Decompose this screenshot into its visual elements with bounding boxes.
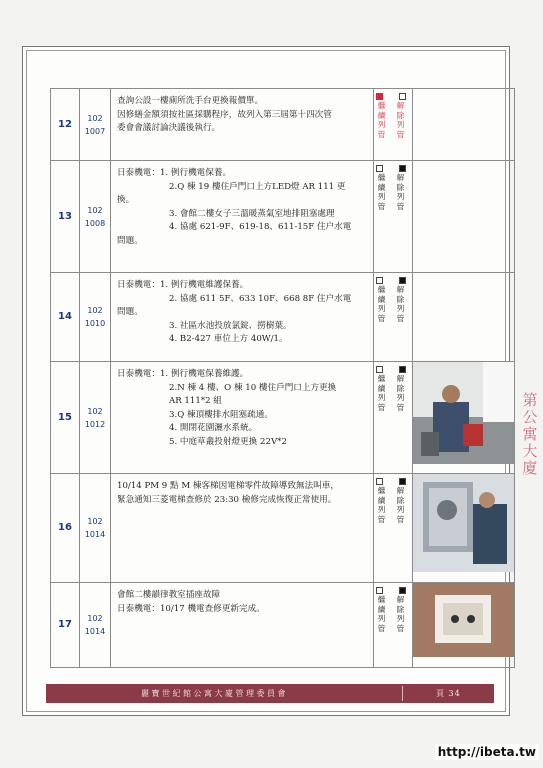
date-code-top: 102 <box>87 614 103 623</box>
item-number: 14 <box>51 273 80 362</box>
release-tracking-checkbox[interactable] <box>399 93 406 100</box>
page-footer <box>46 684 494 703</box>
item-content <box>111 362 374 474</box>
date-code-top: 102 <box>87 306 103 315</box>
release-tracking-checkbox[interactable] <box>399 587 406 594</box>
date-code-bottom: 1007 <box>84 126 106 136</box>
status-cell <box>374 161 413 273</box>
release-tracking-label: 解除列管 <box>396 285 405 323</box>
date-code-top: 102 <box>87 406 103 416</box>
item-date-code <box>80 89 111 161</box>
item-date-code <box>80 273 111 362</box>
item-number: 16 <box>51 474 80 583</box>
log-row <box>51 362 515 474</box>
photo-cell <box>413 362 515 474</box>
item-number: 13 <box>51 161 80 273</box>
release-tracking-label: 解除列管 <box>396 595 405 633</box>
content-line: 5. 中庭草叢投射燈更換 22V*2 <box>169 436 287 447</box>
worker-repair-photo <box>413 362 514 464</box>
elevator-repair-photo <box>413 474 514 572</box>
status-cell <box>374 474 413 583</box>
item-date-code <box>80 161 111 273</box>
continue-tracking-label: 繼續列管 <box>377 173 386 211</box>
continue-tracking-checkbox[interactable] <box>376 366 383 373</box>
item-content <box>111 161 374 273</box>
content-line: 3. 社區水池投放氯錠、撈樹葉。 <box>169 320 292 331</box>
photo-cell <box>413 89 515 161</box>
content-line: 日泰機電：1. 例行機電保養維護。 <box>117 369 249 379</box>
content-line: 日泰機電：1. 例行機電維護保養。 <box>117 280 249 290</box>
item-number: 15 <box>51 362 80 474</box>
log-row <box>51 161 515 273</box>
date-code-top: 102 <box>87 205 103 215</box>
photo-cell <box>413 583 515 668</box>
status-cell <box>374 273 413 362</box>
content-line: 10/14 PM 9 點 M 棟客梯因電梯零件故障導致無法叫車， <box>117 481 339 491</box>
content-line: 會館二樓韻律教室插座故障 <box>117 590 221 600</box>
release-tracking-label: 解除列管 <box>396 374 405 412</box>
date-code-top: 102 <box>87 517 103 526</box>
photo-cell <box>413 161 515 273</box>
photo-cell <box>413 273 515 362</box>
content-line: 2.Q 棟 19 樓住戶門口上方LED燈 AR 111 更 <box>169 181 346 192</box>
release-tracking-label: 解除列管 <box>396 101 405 139</box>
continue-tracking-label: 繼續列管 <box>377 374 386 412</box>
status-cell <box>374 89 413 161</box>
page-number: 頁 34 <box>436 689 461 698</box>
date-code-bottom: 1012 <box>84 419 106 429</box>
date-code-bottom: 1010 <box>84 319 106 328</box>
maintenance-log-table <box>50 88 515 668</box>
content-line: 4. 協處 621-9F、619-18、611-15F 住户水電 <box>169 222 352 232</box>
content-line: 3.Q 棟頂樓排水阻塞疏通。 <box>169 409 273 420</box>
date-code-top: 102 <box>87 113 103 123</box>
content-line: 查詢公設一樓廁所洗手台更換報價單。 <box>117 96 264 106</box>
content-line: 2.N 棟 4 樓、O 棟 10 樓住戶門口上方更換 <box>169 382 337 393</box>
continue-tracking-checkbox[interactable] <box>376 165 383 172</box>
item-content <box>111 474 374 583</box>
content-line: 日泰機電：10/17 機電查修更新完成。 <box>117 603 265 614</box>
content-line: 4. 開閉花園灑水系統。 <box>169 423 258 433</box>
continue-tracking-label: 繼續列管 <box>377 101 386 139</box>
release-tracking-label: 解除列管 <box>396 173 405 211</box>
date-code-bottom: 1008 <box>84 218 106 228</box>
release-tracking-checkbox[interactable] <box>399 165 406 172</box>
content-line: 4. B2-427 車位上方 40W/1。 <box>169 334 288 344</box>
footer-title: 麗寶世紀館公寓大廈管理委員會 <box>141 689 288 698</box>
content-line: 問題。 <box>117 235 143 246</box>
date-code-bottom: 1014 <box>84 627 106 636</box>
wall-socket-photo <box>413 583 514 657</box>
continue-tracking-checkbox[interactable] <box>376 587 383 594</box>
content-line: 因修繕金額須按社區採購程序，故列入第三屆第十四次管 <box>117 109 332 120</box>
continue-tracking-checkbox[interactable] <box>376 478 383 485</box>
continue-tracking-label: 繼續列管 <box>377 595 386 633</box>
footer-divider <box>402 686 403 701</box>
content-line: 3. 會館二樓女子三溫暖蒸氣室地排阻塞處理 <box>169 208 335 219</box>
log-row <box>51 273 515 362</box>
date-code-bottom: 1014 <box>84 530 106 539</box>
continue-tracking-checkbox[interactable] <box>376 277 383 284</box>
photo-cell <box>413 474 515 583</box>
content-line: 換。 <box>117 195 135 205</box>
item-date-code <box>80 474 111 583</box>
content-line: 日泰機電：1. 例行機電保養。 <box>117 168 232 178</box>
status-cell <box>374 362 413 474</box>
item-date-code <box>80 362 111 474</box>
item-date-code <box>80 583 111 668</box>
item-number: 12 <box>51 89 80 161</box>
release-tracking-label: 解除列管 <box>396 486 405 524</box>
content-line: AR 111*2 組 <box>169 396 222 406</box>
continue-tracking-label: 繼續列管 <box>377 285 386 323</box>
content-line: 委會會議討論決議後執行。 <box>117 123 221 133</box>
item-number: 17 <box>51 583 80 668</box>
item-content <box>111 273 374 362</box>
item-content <box>111 89 374 161</box>
release-tracking-checkbox[interactable] <box>399 478 406 485</box>
continue-tracking-label: 繼續列管 <box>377 486 386 524</box>
site-watermark: http://ibeta.tw <box>435 744 539 760</box>
continue-tracking-checkbox[interactable] <box>376 93 383 100</box>
status-cell <box>374 583 413 668</box>
content-line: 問題。 <box>117 307 143 317</box>
release-tracking-checkbox[interactable] <box>399 366 406 373</box>
item-content <box>111 583 374 668</box>
content-line: 2. 協處 611 5F、633 10F、668 8F 住户水電 <box>169 293 352 304</box>
log-row <box>51 583 515 668</box>
committee-seal: 第公寓大廈 <box>522 391 538 477</box>
release-tracking-checkbox[interactable] <box>399 277 406 284</box>
content-line: 緊急通知三菱電梯查修於 23:30 檢修完成恢復正常使用。 <box>117 494 337 505</box>
log-row <box>51 89 515 161</box>
log-row <box>51 474 515 583</box>
